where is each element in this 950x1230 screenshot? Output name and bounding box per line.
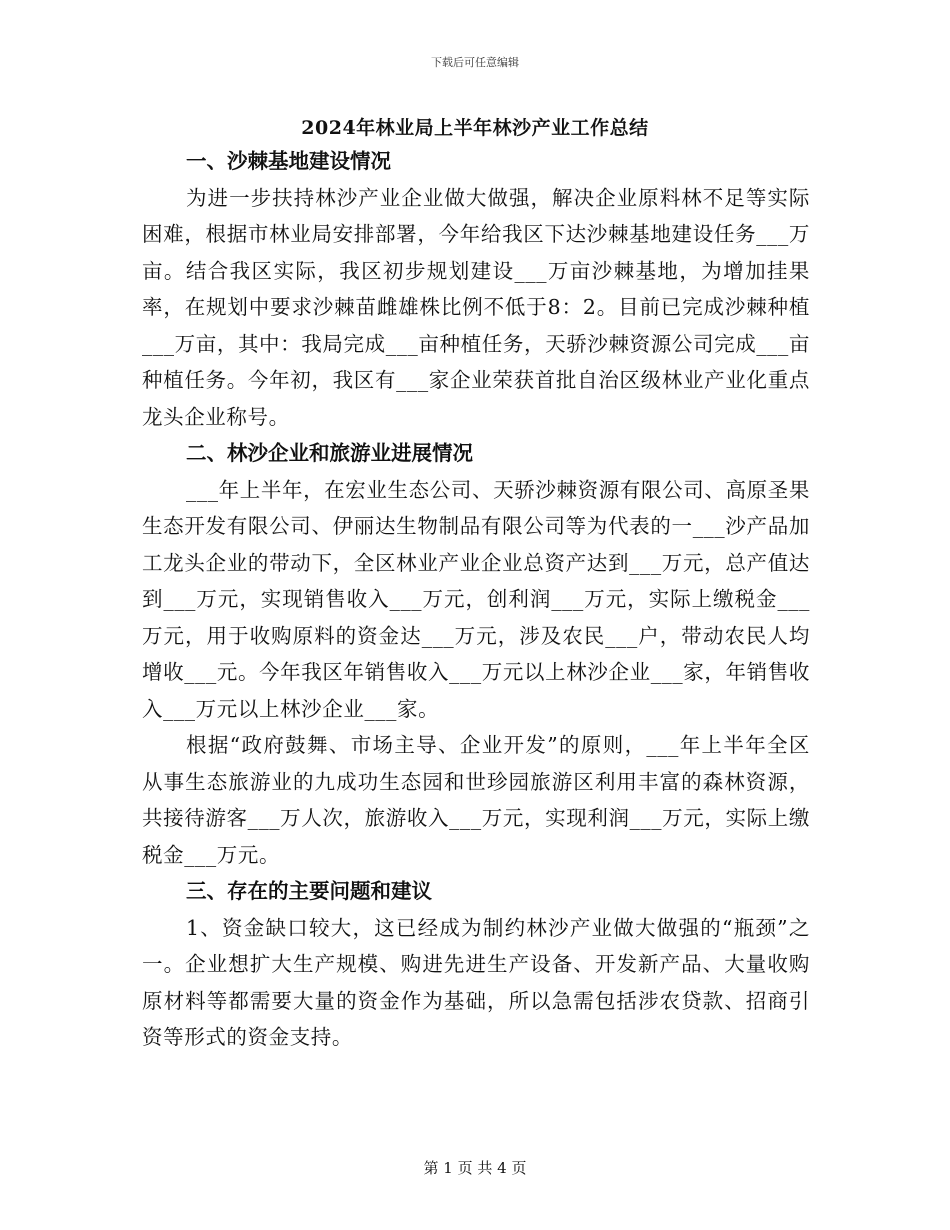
section-3-paragraph-1: 1、资金缺口较大，这已经成为制约林沙产业做大做强的“瓶颈”之一。企业想扩大生产规模、购进先进生产设备、开发新产品、大量收购原材料等都需要大量的资金作为基础，所以急需包括涉农贷款、招商引资等形式的资金支持。	[142, 915, 810, 1049]
header-note: 下载后可任意编辑	[431, 56, 519, 69]
section-2-paragraph-2: 根据“政府鼓舞、市场主导、企业开发”的原则，___年上半年全区从事生态旅游业的九成功生态园和世珍园旅游区利用丰富的森林资源，共接待游客___万人次，旅游收入___万元，实现利润___万元，实际上缴税金___万元。	[142, 733, 810, 867]
section-2-paragraph-1: ___年上半年，在宏业生态公司、天骄沙棘资源有限公司、高原圣果生态开发有限公司、伊丽达生物制品有限公司等为代表的一___沙产品加工龙头企业的带动下，全区林业产业企业总资产达到___万元，总产值达到___万元，实现销售收入___万元，创利润___万元，实际上缴税金___万元，用于收购原料的资金达___万元，涉及农民___户，带动农民人均增收___元。今年我区年销售收入___万元以上林沙企业___家，年销售收入___万元以上林沙企业___家。	[142, 477, 810, 721]
section-1-heading: 一、沙棘基地建设情况	[186, 149, 391, 173]
section-1-paragraph-1: 为进一步扶持林沙产业企业做大做强，解决企业原料林不足等实际困难，根据市林业局安排部署，今年给我区下达沙棘基地建设任务___万亩。结合我区实际，我区初步规划建设___万亩沙棘基地，为增加挂果率，在规划中要求沙棘苗雌雄株比例不低于8：2。目前已完成沙棘种植___万亩，其中：我局完成___亩种植任务，天骄沙棘资源公司完成___亩种植任务。今年初，我区有___家企业荣获首批自治区级林业产业化重点龙头企业称号。	[142, 185, 810, 429]
page-footer: 第 1 页 共 4 页	[423, 1159, 527, 1177]
section-2-heading: 二、林沙企业和旅游业进展情况	[186, 441, 473, 465]
section-3-heading: 三、存在的主要问题和建议	[186, 879, 432, 903]
document-body	[142, 143, 810, 1056]
document-title: 2024年林业局上半年林沙产业工作总结	[301, 117, 649, 139]
